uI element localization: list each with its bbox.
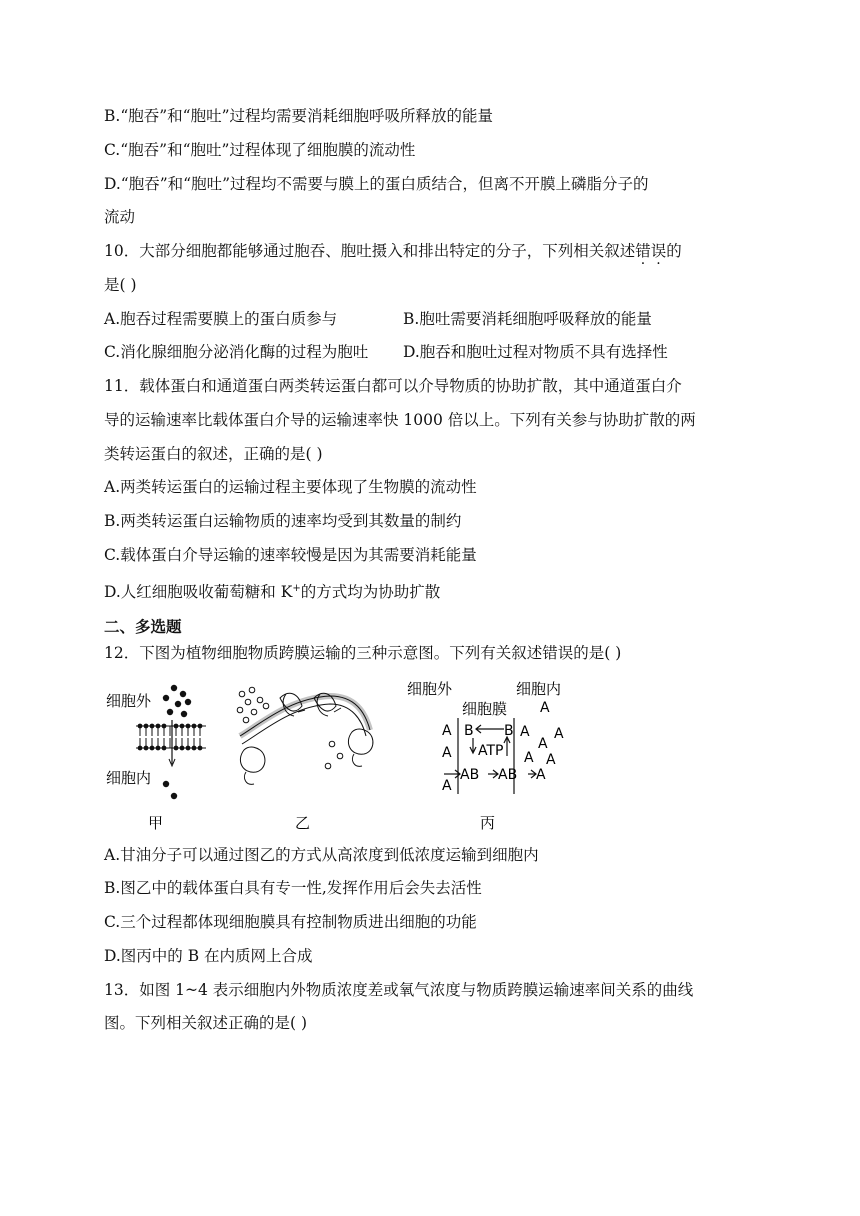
option-11c: C.载体蛋白介导运输的速率较慢是因为其需要消耗能量 — [104, 546, 477, 564]
option-11d: D.人红细胞吸收葡萄糖和 K+的方式均为协助扩散 — [104, 583, 441, 602]
label-outside: 细胞外 — [106, 692, 152, 710]
question-10-cont: 是( ) — [104, 276, 137, 294]
section-title: 二、多选题 — [104, 618, 182, 636]
option-9d: D.“胞吞”和“胞吐”过程均不需要与膜上的蛋白质结合，但离不开膜上磷脂分子的 — [104, 175, 649, 193]
option-12b: B.图乙中的载体蛋白具有专一性,发挥作用后会失去活性 — [104, 879, 482, 897]
option-9c: C.“胞吞”和“胞吐”过程体现了细胞膜的流动性 — [104, 141, 416, 159]
label-a: A — [540, 700, 550, 716]
label-b: B — [504, 723, 514, 739]
label-b: B — [464, 723, 474, 739]
question-11-cont: 导的运输速率比载体蛋白介导的运输速率快 1000 倍以上。下列有关参与协助扩散的两 — [104, 411, 696, 429]
option-11a: A.两类转运蛋白的运输过程主要体现了生物膜的流动性 — [104, 478, 477, 496]
label-a: A — [442, 745, 452, 761]
label-a: A — [536, 767, 546, 783]
emphasis-char: 错 — [635, 242, 651, 260]
label-ab: AB — [460, 767, 480, 783]
option-10a: A.胞吞过程需要膜上的蛋白质参与 — [104, 310, 338, 328]
option-9d-cont: 流动 — [104, 208, 136, 226]
question-10: 10．大部分细胞都能够通过胞吞、胞吐摄入和排出特定的分子，下列相关叙述错误的 — [104, 242, 682, 260]
question-11: 11．载体蛋白和通道蛋白两类转运蛋白都可以介导物质的协助扩散，其中通道蛋白介 — [104, 377, 682, 395]
label-a: A — [524, 750, 534, 766]
option-9b: B.“胞吞”和“胞吐”过程均需要消耗细胞呼吸所释放的能量 — [104, 107, 494, 125]
question-12: 12．下图为植物细胞物质跨膜运输的三种示意图。下列有关叙述错误的是( ) — [104, 644, 622, 662]
question-11-cont2: 类转运蛋白的叙述，正确的是( ) — [104, 445, 323, 463]
label-a: A — [546, 752, 556, 768]
diagram-jia — [106, 685, 206, 832]
option-12d: D.图丙中的 B 在内质网上合成 — [104, 947, 313, 965]
option-12a: A.甘油分子可以通过图乙的方式从高浓度到低浓度运输到细胞内 — [104, 846, 539, 864]
label-ab: AB — [498, 767, 518, 783]
label-a: A — [442, 723, 452, 739]
question-13: 13．如图 1~4 表示细胞内外物质浓度差或氧气浓度与物质跨膜运输速率间关系的曲线 — [104, 981, 694, 999]
transport-figure — [100, 672, 580, 834]
label-inside: 细胞内 — [516, 680, 562, 698]
emphasis-char: 误 — [650, 242, 667, 260]
diagram-yi — [237, 687, 373, 832]
diagram-bing — [407, 680, 564, 832]
option-11b: B.两类转运蛋白运输物质的速率均受到其数量的制约 — [104, 512, 462, 530]
question-13-cont: 图。下列相关叙述正确的是( ) — [104, 1014, 308, 1032]
option-12c: C.三个过程都体现细胞膜具有控制物质进出细胞的功能 — [104, 913, 477, 931]
caption-jia: 甲 — [148, 814, 164, 832]
option-10c: C.消化腺细胞分泌消化酶的过程为胞吐 — [104, 343, 369, 361]
option-10d: D.胞吞和胞吐过程对物质不具有选择性 — [403, 343, 668, 361]
caption-yi: 乙 — [295, 814, 311, 832]
label-outside: 细胞外 — [407, 680, 453, 698]
superscript: + — [292, 583, 301, 594]
label-a: A — [442, 778, 452, 794]
label-a: A — [554, 726, 564, 742]
option-10b: B.胞吐需要消耗细胞呼吸释放的能量 — [403, 310, 652, 328]
label-a: A — [520, 724, 530, 740]
caption-bing: 丙 — [480, 814, 496, 832]
label-membrane: 细胞膜 — [462, 700, 508, 718]
label-inside: 细胞内 — [106, 769, 152, 787]
label-atp: ATP — [478, 743, 504, 759]
label-a: A — [538, 736, 548, 752]
